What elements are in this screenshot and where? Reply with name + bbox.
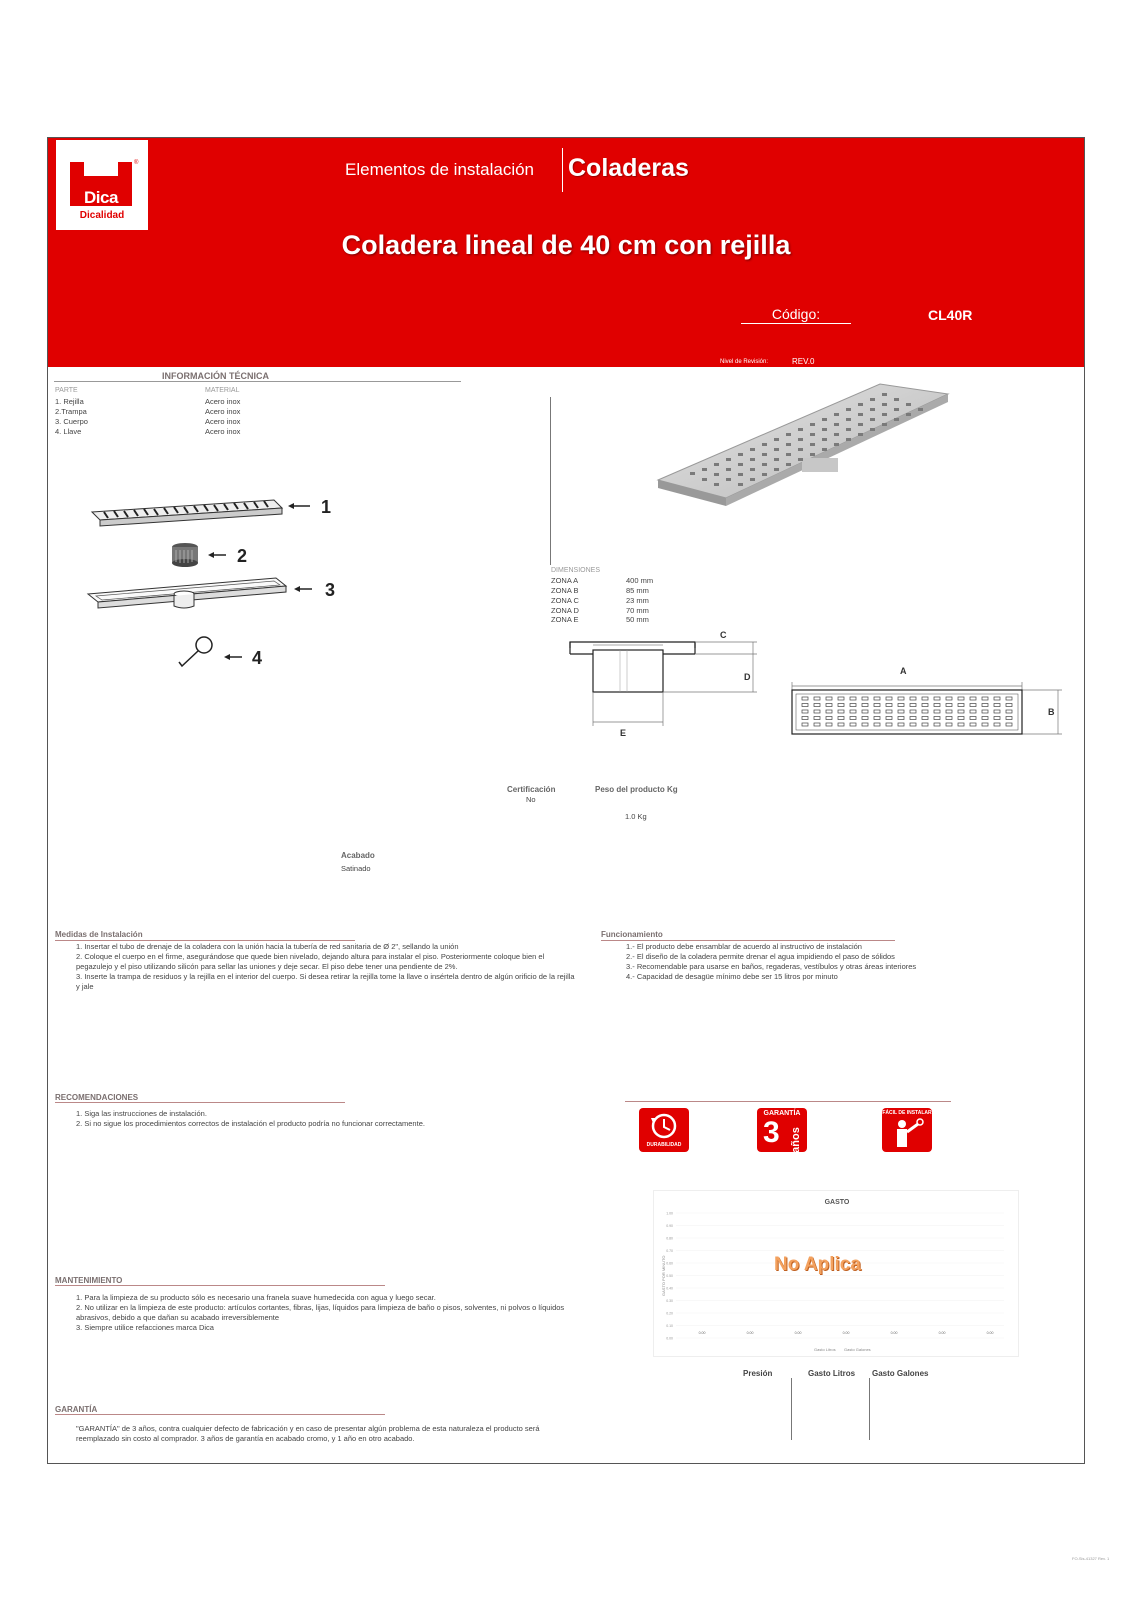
function-item-1: 1.- El producto debe ensamblar de acuerdo al instructivo de instalación (626, 942, 862, 951)
grill-part (92, 500, 282, 526)
footer-code: FO-Sis-41327 Rev. 1 (1072, 1556, 1110, 1561)
durability-badge (639, 1108, 689, 1152)
function-item-3: 3.- Recomendable para usarse en baños, regaderas, vestíbulos y otras áreas interiores (626, 962, 917, 971)
dim-zone-e: ZONA E (551, 615, 579, 624)
weight-value: 1.0 Kg (625, 812, 647, 821)
pressure-header: Presión (743, 1369, 773, 1378)
warranty-badge (757, 1108, 807, 1152)
dim-zone-d: ZONA D (551, 606, 579, 615)
chart-ylabel: GASTO POR MINUTO (661, 1255, 666, 1296)
category-divider (562, 148, 563, 192)
maintenance-item-3: 3. Siempre utilice refacciones marca Dica (76, 1323, 214, 1332)
chart-y-tick: 0.70 (666, 1249, 673, 1253)
technical-divider (550, 397, 551, 565)
top-view-drawing (790, 678, 1070, 738)
part-row-4: 4. Llave (55, 427, 82, 436)
chart-x-tick: 0.00 (842, 1331, 850, 1335)
chart-legend-1: Gasto Litros (814, 1347, 836, 1352)
exploded-label-1: 1 (321, 497, 332, 517)
finish-value: Satinado (341, 864, 371, 873)
badges-line (625, 1101, 951, 1102)
chart-x-tick: 0.00 (746, 1331, 754, 1335)
maintenance-title: MANTENIMIENTO (55, 1276, 123, 1285)
technical-section-line (54, 381, 461, 382)
chart-x-tick: 0.00 (794, 1331, 802, 1335)
gallons-header: Gasto Galones (872, 1369, 929, 1378)
key-part (179, 637, 212, 666)
chart-y-tick: 0.40 (666, 1286, 673, 1291)
material-row-1: Acero inox (205, 397, 241, 406)
code-label: Código: (741, 306, 851, 324)
table-divider-1 (791, 1378, 792, 1440)
chart-x-tick: 0.00 (986, 1331, 994, 1335)
exploded-label-3: 3 (325, 580, 336, 600)
drawing-label-b: B (1048, 707, 1055, 717)
recommendation-item-1: 1. Siga las instrucciones de instalación. (76, 1109, 207, 1118)
installation-title: Medidas de Instalación (55, 930, 143, 939)
easy-install-label: FÁCIL DE INSTALAR (882, 1110, 932, 1116)
chart-title: GASTO (824, 1199, 850, 1206)
dim-zone-b: ZONA B (551, 586, 579, 595)
function-item-4: 4.- Capacidad de desagüe mínimo debe ser 15 litros por minuto (626, 972, 838, 981)
chart-y-tick: 0.20 (666, 1311, 673, 1316)
product-render (650, 380, 955, 535)
liters-header: Gasto Litros (808, 1369, 856, 1378)
dim-zone-c: ZONA C (551, 596, 579, 605)
drawing-label-c: C (720, 630, 727, 640)
certification-label: Certificación (507, 785, 556, 794)
material-row-2: Acero inox (205, 407, 241, 416)
logo-text: Dica (84, 188, 118, 207)
recommendation-item-2: 2. Si no sigue los procedimientos correctos de instalación el producto podría no funcionar correctamente. (76, 1119, 425, 1128)
chart-y-tick: 0.30 (666, 1299, 673, 1303)
maintenance-item-2: 2. No utilizar en la limpieza de este producto: artículos cortantes, fibras, lijas, líquidos para limpieza de baño o pisos, solventes, ni polvos o líquidos abrasivos, debido a que dañan su acabado irreversiblemente (76, 1303, 565, 1322)
recommendations-line (55, 1102, 345, 1103)
installation-item-3: 3. Inserte la trampa de residuos y la rejilla en el interior del cuerpo. Si desea retirar la rejilla tome la llave o insértela dentro de algún orificio de la rejilla y jale (76, 972, 575, 991)
technical-section-title: INFORMACIÓN TÉCNICA (162, 371, 269, 381)
maintenance-line (55, 1285, 385, 1286)
chart-y-tick: 0.10 (666, 1324, 673, 1328)
dimensions-title: DIMENSIONES (551, 567, 601, 574)
material-row-3: Acero inox (205, 417, 241, 426)
function-item-2: 2.- El diseño de la coladera permite drenar el agua impidiendo el paso de sólidos (626, 952, 895, 961)
exploded-label-4: 4 (252, 648, 263, 668)
dim-value-d: 70 mm (626, 606, 649, 615)
code-value: CL40R (928, 307, 973, 323)
chart-x-tick: 0.00 (890, 1331, 898, 1335)
chart-y-tick: 0.00 (666, 1336, 673, 1341)
part-row-2: 2.Trampa (55, 407, 87, 416)
weight-label: Peso del producto Kg (595, 785, 678, 794)
chart-no-aplica: No Aplica (774, 1254, 861, 1275)
material-row-4: Acero inox (205, 427, 241, 436)
warranty-years: años (789, 1127, 802, 1153)
warranty-line (55, 1414, 385, 1415)
table-divider-2 (869, 1378, 870, 1440)
chart-x-tick: 0.00 (698, 1331, 706, 1335)
function-title: Funcionamiento (601, 930, 663, 939)
warranty-title: GARANTÍA (55, 1405, 98, 1414)
category-prefix: Elementos de instalación (345, 160, 535, 179)
part-row-3: 3. Cuerpo (55, 417, 88, 426)
chart-y-tick: 0.90 (666, 1224, 673, 1228)
header-banner (48, 138, 1084, 367)
exploded-view-drawing (84, 490, 364, 680)
chart-y-tick: 0.50 (666, 1274, 673, 1278)
maintenance-item-1: 1. Para la limpieza de su producto sólo es necesario una franela suave humedecida con agua y luego secar. (76, 1293, 436, 1302)
dim-value-e: 50 mm (626, 615, 649, 624)
revision-value: REV.0 (792, 357, 815, 366)
gasto-chart (653, 1190, 1019, 1357)
installation-item-2: 2. Coloque el cuerpo en el firme, asegurándose que quede bien nivelado, dejando altura para instalar el piso. Posteriormente coloque bien el pegazulejo y el piso utilizando silicón para sellar las uniones y deje secar. El piso debe tener una pendiente de 2%. (76, 952, 545, 971)
warranty-text: "GARANTÍA" de 3 años, contra cualquier defecto de fabricación y en caso de presentar algún problema de esta naturaleza el producto será reemplazado sin costo al comprador. 3 años de garantía en acabado cromo, y 1 año en otro acabado. (76, 1424, 540, 1443)
chart-legend-2: Gasto Galones (844, 1347, 871, 1352)
function-line (601, 940, 895, 941)
drawing-label-d: D (744, 672, 751, 682)
certification-value: No (526, 795, 536, 804)
dim-zone-a: ZONA A (551, 576, 579, 585)
easy-install-badge (882, 1108, 932, 1152)
finish-label: Acabado (341, 851, 375, 860)
page-title: Coladera lineal de 40 cm con rejilla (341, 230, 791, 260)
installation-item-1: 1. Insertar el tubo de drenaje de la coladera con la unión hacia la tubería de red sanitaria de Ø 2", sellando la unión (76, 942, 459, 951)
durability-label: DURABILIDAD (646, 1142, 682, 1148)
warranty-number: 3 (763, 1116, 780, 1149)
material-header: MATERIAL (205, 387, 240, 394)
exploded-label-2: 2 (237, 546, 248, 566)
installation-line (55, 940, 355, 941)
chart-y-tick: 1.00 (666, 1211, 673, 1216)
part-row-1: 1. Rejilla (55, 397, 84, 406)
drawing-label-e: E (620, 728, 627, 738)
warranty-label-top: GARANTÍA (763, 1110, 801, 1117)
dim-value-a: 400 mm (626, 576, 654, 585)
recommendations-title: RECOMENDACIONES (55, 1093, 139, 1102)
drawing-label-a: A (900, 666, 907, 676)
chart-x-tick: 0.00 (938, 1331, 946, 1335)
part-header: PARTE (55, 387, 78, 394)
body-part (88, 578, 286, 608)
logo-subtext: Dicalidad (79, 210, 125, 221)
dim-value-c: 23 mm (626, 596, 649, 605)
category-name: Coladeras (568, 154, 689, 182)
chart-y-tick: 0.60 (666, 1261, 673, 1266)
section-drawing (565, 630, 765, 745)
dim-value-b: 85 mm (626, 586, 649, 595)
dica-logo: Dica ® Dicalidad (56, 140, 148, 230)
trap-part (172, 543, 198, 567)
chart-y-tick: 0.80 (666, 1236, 673, 1241)
revision-label: Nivel de Revisión: (720, 359, 769, 365)
